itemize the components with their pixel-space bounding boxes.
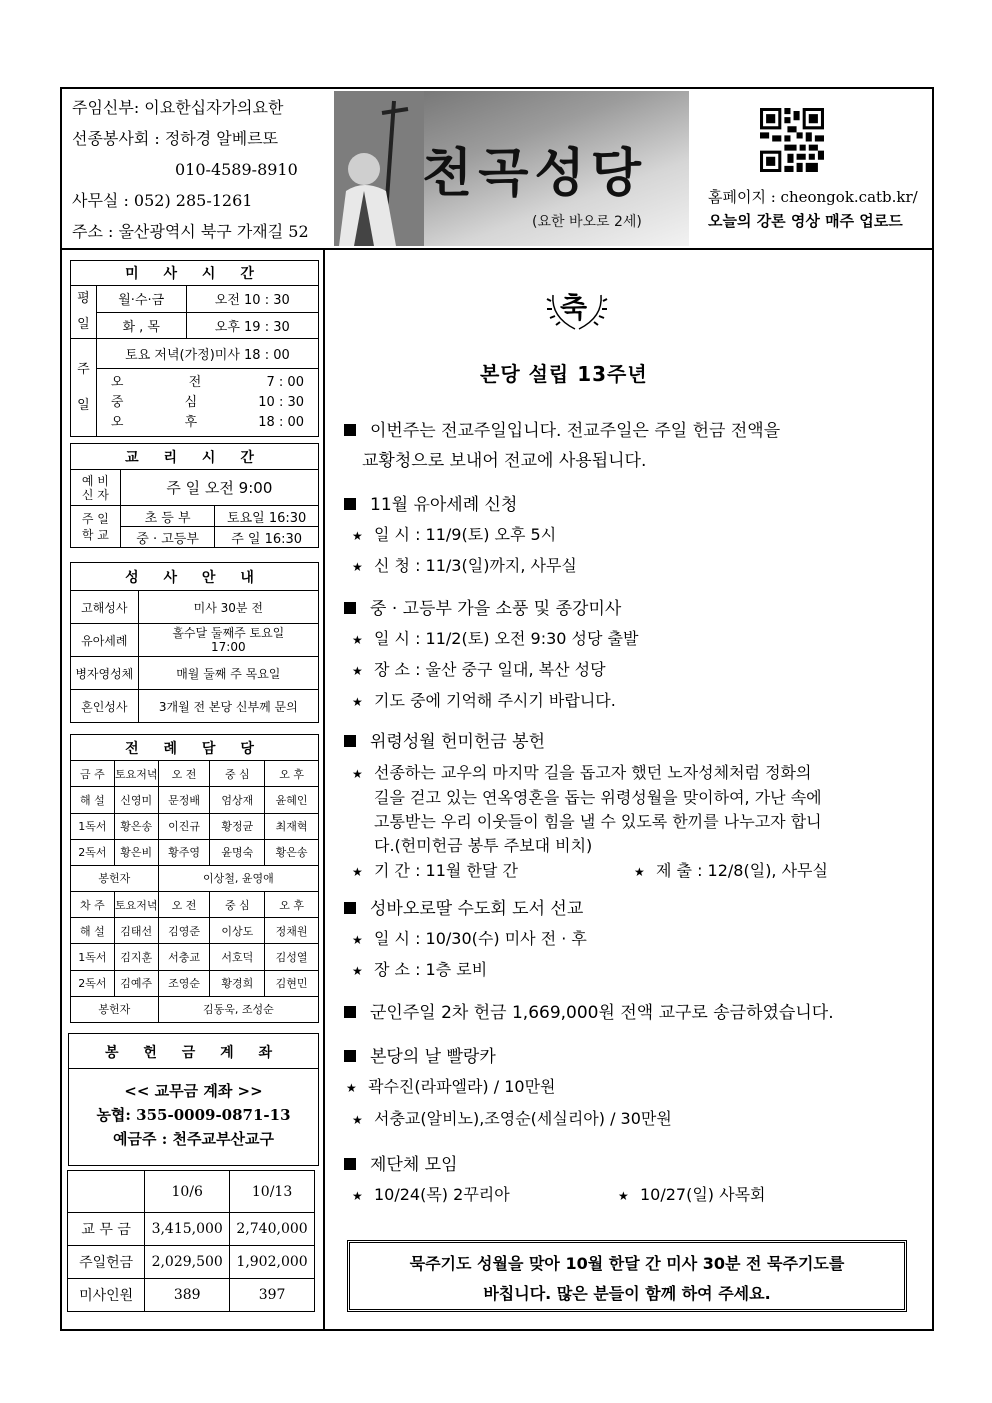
star-bullet-icon: ★: [352, 1189, 363, 1203]
star-bullet-icon: ★: [352, 767, 363, 781]
liturgy-cell: 윤명숙: [210, 839, 265, 865]
liturgy-header: 오 후: [265, 892, 319, 918]
finance-value: 389: [145, 1279, 230, 1312]
office-line: 사무실 : 052) 285-1261: [72, 191, 253, 210]
school-grade: 중 · 고등부: [120, 527, 215, 548]
sacrament-name: 병자영성체: [71, 657, 139, 690]
finance-value: 2,029,500: [145, 1246, 230, 1279]
liturgy-cell: 조영순: [158, 970, 210, 996]
liturgy-cell: 이진규: [158, 813, 210, 839]
liturgy-header: 오 전: [158, 761, 210, 787]
column-divider: [323, 249, 325, 1330]
youth-section: 중 · 고등부 가을 소풍 및 종강미사 ★ 일 시 : 11/2(토) 오전 9:30 성당 출발 ★ 장 소 : 울산 중구 일대, 복산 성당 ★ 기도 중에 기억해 주시기 바랍니다.: [344, 598, 638, 713]
star-bullet-icon: ★: [352, 933, 363, 947]
bullet-square-icon: [344, 902, 356, 914]
church-banner: [334, 91, 689, 246]
star-bullet-icon: ★: [352, 560, 363, 574]
liturgy-cell: 해 설: [71, 787, 115, 813]
celebration-mark: 축: [560, 291, 588, 324]
offerer-label: 봉헌자: [71, 996, 159, 1022]
bullet-square-icon: [344, 498, 356, 510]
sunday-times: 오 전 7 : 00 중 심 10 : 30 오 후 18 : 00: [96, 369, 318, 437]
account-heading: << 교무금 계좌 >>: [124, 1082, 263, 1100]
liturgy-header: 중 심: [210, 892, 265, 918]
offerer-names: 이상철, 윤영애: [158, 865, 318, 891]
finance-corner: [68, 1171, 145, 1213]
sacraments-title: 성 사 안 내: [71, 563, 319, 591]
sacraments-table: [70, 562, 319, 723]
star-bullet-icon: ★: [634, 865, 645, 879]
sacrament-name: 유아세례: [71, 624, 139, 657]
school-label: 주 일 학 교: [71, 506, 121, 548]
liturgy-cell: 김현민: [265, 970, 319, 996]
parish-day-section: 본당의 날 빨랑카 ★ 곽수진(라파엘라) / 10만원 ★ 서충교(알비노),조영순(세실리아) / 30만원: [344, 1046, 672, 1131]
weekday-days: 화 , 목: [96, 312, 186, 339]
pastor-line: 주임신부: 이요한십자가의요한: [72, 98, 284, 117]
homepage-url[interactable]: 홈페이지 : cheongok.catb.kr/: [708, 188, 918, 206]
military-section: 군인주일 2차 헌금 1,669,000원 전액 교구로 송금하였습니다.: [344, 1002, 834, 1024]
finance-value: 1,902,000: [230, 1246, 315, 1279]
bullet-square-icon: [344, 424, 356, 436]
bullet-square-icon: [344, 735, 356, 747]
sunday-label: 주 일: [71, 339, 97, 437]
sacrament-time: 홀수달 둘째주 토요일 17:00: [138, 624, 318, 657]
address-line: 주소 : 울산광역시 북구 가재길 52: [72, 222, 309, 241]
sacrament-time: 3개월 전 본당 신부께 문의: [138, 690, 318, 723]
groups-section: 제단체 모임 ★ 10/24(목) 2꾸리아 ★ 10/27(일) 사목회: [344, 1154, 766, 1207]
finance-value: 2,740,000: [230, 1213, 315, 1246]
liturgy-cell: 2독서: [71, 970, 115, 996]
weekday-days: 월·수·금: [96, 286, 186, 313]
liturgy-cell: 최재혁: [265, 813, 319, 839]
bullet-square-icon: [344, 1050, 356, 1062]
star-bullet-icon: ★: [346, 1081, 357, 1095]
liturgy-cell: 황은송: [114, 813, 158, 839]
pre-label: 예 비 신 자: [71, 470, 121, 506]
saturday-mass: 토요 저녁(가정)미사 18 : 00: [96, 339, 318, 369]
liturgy-header: 중 심: [210, 761, 265, 787]
liturgy-cell: 황경희: [210, 970, 265, 996]
liturgy-cell: 황은송: [265, 839, 319, 865]
memorial-section: 위령성월 헌미헌금 봉헌 ★ 선종하는 교우의 마지막 길을 돕고자 했던 노자성체처럼 정화의 길을 걷고 있는 연옥영혼을 돕는 위령성월을 맞이하여, 가난 속에 고통받는 우리 이웃들이 힘을 낼 수 있도록 한끼를 나누고자 합니 다.(헌미헌금 봉투 주보대 비치) ★ 기 간 : 11월 한달 간 ★ 제 출 : 12/8(일), 사무실: [344, 731, 929, 883]
liturgy-cell: 김영준: [158, 918, 210, 944]
liturgy-cell: 서호덕: [210, 944, 265, 970]
school-time: 주 일 16:30: [215, 527, 319, 548]
finance-date: 10/13: [230, 1171, 315, 1213]
liturgy-cell: 신영미: [114, 787, 158, 813]
star-bullet-icon: ★: [352, 664, 363, 678]
finance-table: [67, 1170, 315, 1312]
weekday-label: 평 일: [71, 286, 97, 339]
liturgy-cell: 문정배: [158, 787, 210, 813]
star-bullet-icon: ★: [352, 865, 363, 879]
phone-line: 010-4589-8910: [175, 160, 298, 179]
liturgy-cell: 황정균: [210, 813, 265, 839]
funeral-line: 선종봉사회 : 정하경 알베르또: [72, 129, 279, 148]
baptism-section: 11월 유아세례 신청 ★ 일 시 : 11/9(토) 오후 5시 ★ 신 청 : 11/3(일)까지, 사무실: [344, 494, 577, 578]
liturgy-cell: 정채원: [265, 918, 319, 944]
weekday-time: 오후 19 : 30: [186, 312, 318, 339]
liturgy-cell: 엄상재: [210, 787, 265, 813]
sacrament-time: 미사 30분 전: [138, 591, 318, 624]
rosary-notice-box: 묵주기도 성월을 맞아 10월 한달 간 미사 30분 전 묵주기도를 바칩니다. 많은 분들이 함께 하여 주세요.: [347, 1240, 907, 1312]
liturgy-header: 오 전: [158, 892, 210, 918]
school-grade: 초 등 부: [120, 506, 215, 527]
weekday-time: 오전 10 : 30: [186, 286, 318, 313]
finance-label: 교 무 금: [68, 1213, 145, 1246]
account-box: [68, 1033, 319, 1166]
liturgy-cell: 이상도: [210, 918, 265, 944]
liturgy-table: [70, 734, 319, 1023]
star-bullet-icon: ★: [352, 695, 363, 709]
star-bullet-icon: ★: [352, 964, 363, 978]
account-holder: 예금주 : 천주교부산교구: [113, 1130, 274, 1148]
liturgy-header: 오 후: [265, 761, 319, 787]
sacrament-name: 혼인성사: [71, 690, 139, 723]
finance-label: 미사인원: [68, 1279, 145, 1312]
liturgy-cell: 황주영: [158, 839, 210, 865]
pope-figure-image: [334, 91, 424, 246]
finance-date: 10/6: [145, 1171, 230, 1213]
church-name: 천곡성당: [422, 143, 647, 204]
liturgy-cell: 김지훈: [114, 944, 158, 970]
bullet-square-icon: [344, 1006, 356, 1018]
liturgy-cell: 김예주: [114, 970, 158, 996]
qr-code-icon[interactable]: [760, 108, 824, 172]
liturgy-cell: 서충교: [158, 944, 210, 970]
star-bullet-icon: ★: [352, 529, 363, 543]
bullet-square-icon: [344, 602, 356, 614]
school-time: 토요일 16:30: [215, 506, 319, 527]
liturgy-cell: 해 설: [71, 918, 115, 944]
liturgy-header: 토요저녁: [114, 761, 158, 787]
anniversary-title: 본당 설립 13주년: [480, 362, 648, 386]
sacrament-time: 매월 둘째 주 목요일: [138, 657, 318, 690]
liturgy-cell: 2독서: [71, 839, 115, 865]
liturgy-cell: 김태선: [114, 918, 158, 944]
liturgy-header: 토요저녁: [114, 892, 158, 918]
finance-label: 주일헌금: [68, 1246, 145, 1279]
books-section: 성바오로딸 수도회 도서 선교 ★ 일 시 : 10/30(수) 미사 전 · 후 ★ 장 소 : 1층 로비: [344, 898, 587, 982]
mass-schedule-table: [70, 260, 319, 437]
header-divider: [60, 248, 934, 250]
offerer-names: 김동욱, 조성순: [158, 996, 318, 1022]
liturgy-cell: 황은비: [114, 839, 158, 865]
liturgy-title: 전 례 담 당: [71, 735, 319, 761]
liturgy-cell: 1독서: [71, 813, 115, 839]
catechism-title: 교 리 시 간: [71, 444, 319, 470]
account-title: 봉 헌 금 계 좌: [69, 1034, 318, 1069]
account-number[interactable]: 농협: 355-0009-0871-13: [96, 1106, 291, 1124]
bullet-square-icon: [344, 1158, 356, 1170]
mass-title: 미 사 시 간: [71, 261, 319, 286]
liturgy-cell: 윤혜인: [265, 787, 319, 813]
offerer-label: 봉헌자: [71, 865, 159, 891]
sacrament-name: 고해성사: [71, 591, 139, 624]
video-note: 오늘의 강론 영상 매주 업로드: [708, 212, 903, 230]
patron-name: (요한 바오로 2세): [532, 214, 642, 230]
liturgy-cell: 1독서: [71, 944, 115, 970]
star-bullet-icon: ★: [352, 633, 363, 647]
finance-value: 397: [230, 1279, 315, 1312]
mission-sunday-section: 이번주는 전교주일입니다. 전교주일은 주일 헌금 전액을 교황청으로 보내어 전교에 사용됩니다.: [344, 420, 780, 472]
star-bullet-icon: ★: [352, 1113, 363, 1127]
liturgy-cell: 김성열: [265, 944, 319, 970]
liturgy-header: 금 주: [71, 761, 115, 787]
liturgy-header: 차 주: [71, 892, 115, 918]
catechism-table: [70, 443, 319, 548]
pre-time: 주 일 오전 9:00: [120, 470, 318, 506]
star-bullet-icon: ★: [618, 1189, 629, 1203]
finance-value: 3,415,000: [145, 1213, 230, 1246]
